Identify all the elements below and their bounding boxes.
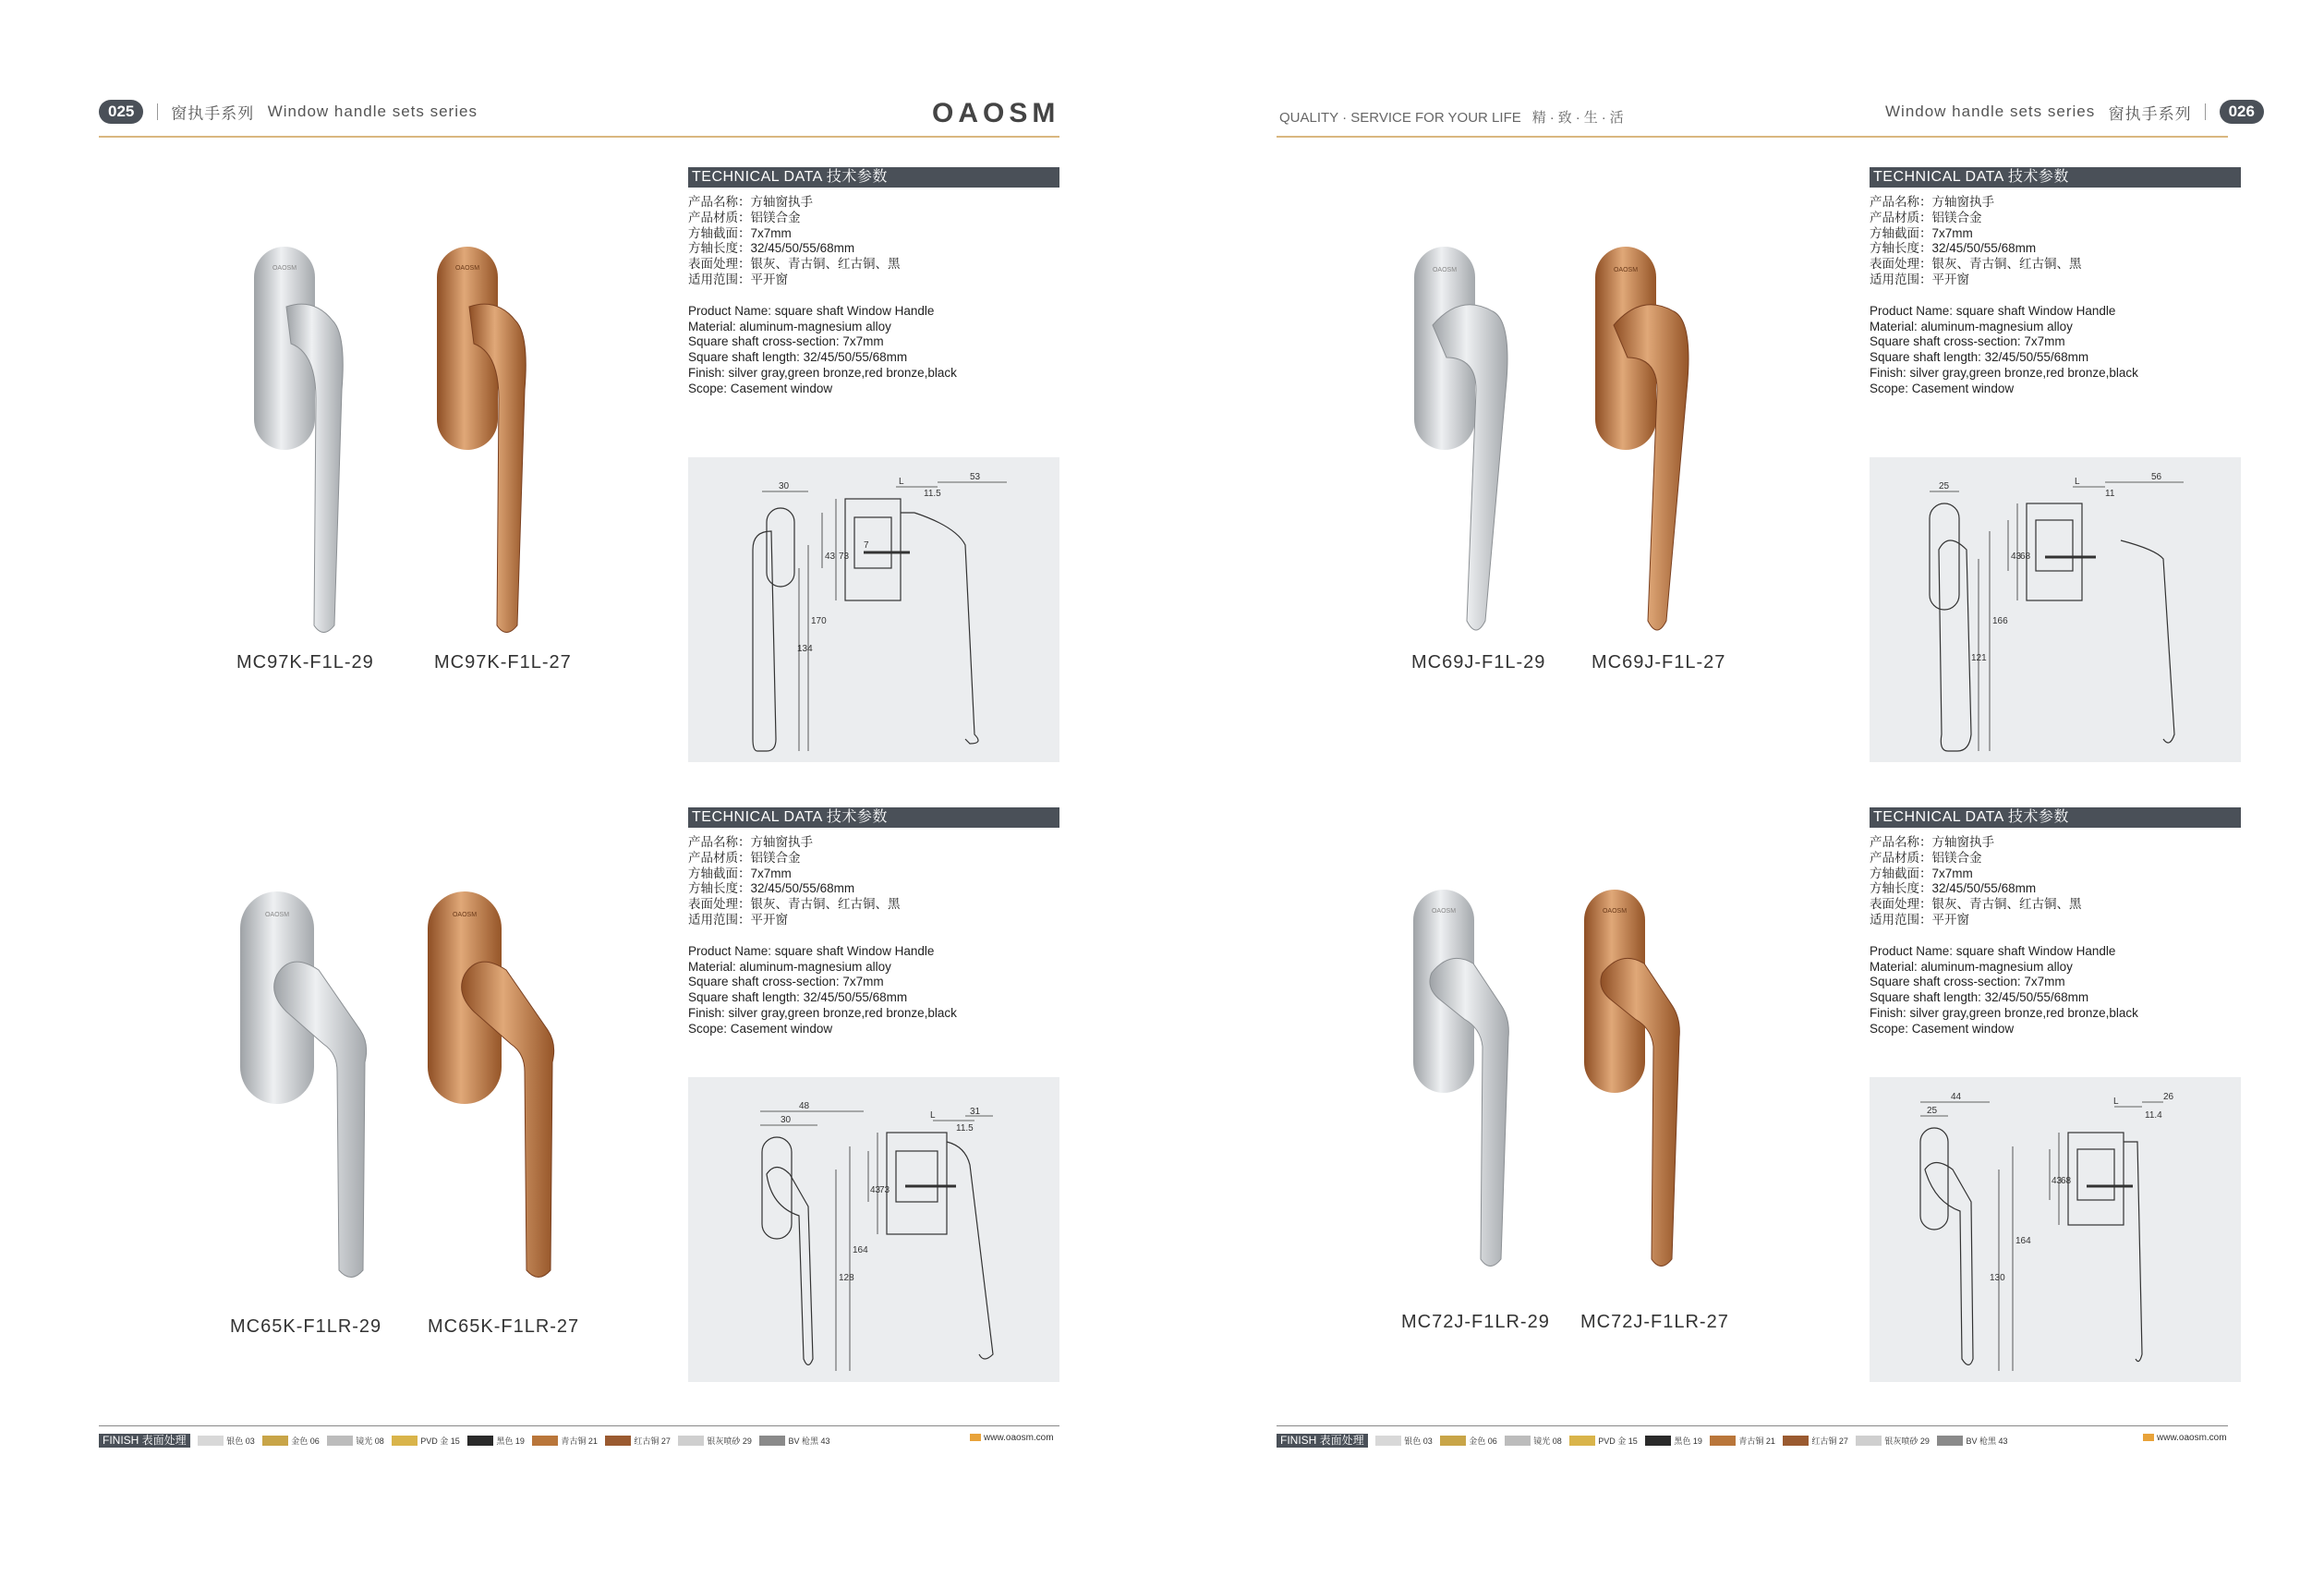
technical-data-block [1870,167,2241,397]
dimension-drawing [688,457,1059,762]
dim-label: 68 [2061,1176,2072,1186]
swatch-label: 银灰喷砂 29 [707,1436,752,1446]
spec-line: Square shaft cross-section: 7x7mm [1870,334,2065,349]
tech-title: TECHNICAL DATA 技术参数 [1870,807,2241,828]
svg-text:OAOSM: OAOSM [452,912,478,918]
spec-line: 产品材质：铝镁合金 [688,210,801,224]
dimension-drawing [1870,1077,2241,1382]
dim-label: 134 [797,644,813,654]
dim-label: 164 [853,1245,868,1255]
technical-data-block [688,807,1059,1037]
dim-label: 44 [1951,1092,1962,1102]
finish-swatch [262,1435,320,1447]
dim-label: 25 [1939,481,1950,491]
finish-swatch [1856,1435,1930,1447]
swatch-label: 金色 06 [291,1436,320,1446]
spec-line: 产品材质：铝镁合金 [1870,210,1982,224]
dim-label: 11 [2105,489,2115,499]
finish-swatch [678,1435,752,1447]
model-label-silver: MC97K-F1L-29 [236,652,374,673]
swatch-label: 青古铜 21 [1738,1436,1775,1446]
spec-line: Scope: Casement window [1870,381,2015,395]
tech-title: TECHNICAL DATA 技术参数 [688,167,1059,188]
spec-line: 适用范围：平开窗 [688,912,788,927]
handle-image-silver [236,887,374,1284]
spec-line: 方轴截面：7x7mm [688,225,792,240]
dim-label: 26 [2163,1092,2174,1102]
page-number: 026 [2220,100,2264,124]
dim-label: 30 [779,481,790,491]
footer-rule [99,1425,1059,1426]
spec-line: Square shaft length: 32/45/50/55/68mm [1870,990,2089,1005]
spec-line: Square shaft cross-section: 7x7mm [1870,975,2065,989]
dim-label: 11.5 [924,489,941,499]
handle-image-silver [249,242,351,639]
swatch-label: BV 枪黑 43 [1966,1436,2008,1446]
swatch-label: PVD 金 15 [1598,1436,1638,1446]
web-icon [970,1434,981,1441]
dim-label: 11.5 [956,1123,974,1133]
website-link[interactable] [970,1433,1054,1443]
spec-line: 适用范围：平开窗 [1870,912,1969,927]
swatch-label: BV 枪黑 43 [788,1436,830,1446]
spec-line: 方轴长度：32/45/50/55/68mm [1870,241,2037,256]
model-label-bronze: MC65K-F1LR-27 [428,1316,580,1337]
tech-title: TECHNICAL DATA 技术参数 [1870,167,2241,188]
tagline [1279,107,1628,127]
dim-label: 11.4 [2145,1110,2162,1121]
finish-swatch [605,1435,671,1447]
finish-swatch [1569,1435,1638,1447]
swatch-label: 青古铜 21 [561,1436,598,1446]
left-header [99,100,478,127]
spec-line: Scope: Casement window [688,381,833,395]
dimension-drawing [688,1077,1059,1382]
swatch-label: PVD 金 15 [420,1436,460,1446]
finish-swatch [392,1435,460,1447]
spec-line: 产品材质：铝镁合金 [1870,850,1982,865]
swatch-label: 银色 03 [226,1436,255,1446]
dim-label: 128 [839,1273,854,1283]
finish-swatch [759,1435,829,1447]
finish-swatch [467,1435,525,1447]
model-label-silver: MC69J-F1L-29 [1411,652,1546,673]
spec-line: 产品名称：方轴窗执手 [1870,195,1994,209]
tagline-en: QUALITY · SERVICE FOR YOUR LIFE [1279,110,1521,126]
header-rule [99,136,1059,138]
dim-label: 130 [1990,1273,2005,1283]
series-title-cn: 窗执手系列 [171,104,255,123]
spec-line: Product Name: square shaft Window Handle [1870,303,2116,318]
website-text: www.oaosm.com [984,1433,1054,1443]
dim-label: L [899,477,904,487]
series-title-cn: 窗执手系列 [2108,104,2192,123]
dim-label: 43 [2052,1176,2063,1186]
spec-line: 产品名称：方轴窗执手 [1870,835,1994,849]
spec-line: Product Name: square shaft Window Handle [688,943,935,958]
dim-label: 30 [781,1115,792,1125]
dim-label: L [2075,477,2080,487]
handle-image-bronze [1591,242,1701,639]
spec-line: 产品材质：铝镁合金 [688,850,801,865]
spec-line: Square shaft cross-section: 7x7mm [688,975,884,989]
spec-line: 方轴截面：7x7mm [1870,225,1973,240]
swatch-label: 金色 06 [1469,1436,1497,1446]
spec-line: Scope: Casement window [688,1021,833,1036]
swatch-label: 镜光 08 [1533,1436,1562,1446]
svg-text:OAOSM: OAOSM [1432,267,1458,273]
spec-line: 方轴截面：7x7mm [688,866,792,880]
spec-line: Product Name: square shaft Window Handle [1870,943,2116,958]
swatch-label: 红古铜 27 [1811,1436,1848,1446]
spec-line: Finish: silver gray,green bronze,red bronze,black [1870,365,2138,380]
handle-image-bronze [432,242,534,639]
svg-text:OAOSM: OAOSM [1613,267,1639,273]
finish-swatch [1645,1435,1702,1447]
handle-image-silver [1409,885,1519,1273]
finish-swatch [1375,1435,1433,1447]
dim-label: 164 [2015,1236,2031,1246]
dim-label: 68 [2020,552,2031,562]
spec-en [1870,304,2241,397]
svg-text:OAOSM: OAOSM [1431,908,1457,915]
swatch-label: 银灰喷砂 29 [1884,1436,1930,1446]
dim-label: 43 [2011,552,2022,562]
spec-line: Scope: Casement window [1870,1021,2015,1036]
dim-label: 56 [2151,472,2162,482]
technical-drawing [688,457,1059,762]
swatch-label: 黑色 19 [1674,1436,1702,1446]
series-title-en: Window handle sets series [1885,103,2096,120]
header-rule [1277,136,2228,138]
web-icon [2143,1434,2154,1441]
spec-line: Material: aluminum-magnesium alloy [688,319,891,333]
swatch-label: 黑色 19 [496,1436,525,1446]
model-label-silver: MC65K-F1LR-29 [230,1316,382,1337]
spec-line: 表面处理：银灰、青古铜、红古铜、黑 [1870,897,2082,912]
tech-title: TECHNICAL DATA 技术参数 [688,807,1059,828]
brand-logo: OAOSM [932,98,1060,128]
technical-drawing [1870,1077,2241,1382]
page-number: 025 [99,100,143,124]
spec-line: 适用范围：平开窗 [688,272,788,286]
dim-label: 43 [870,1185,881,1195]
technical-drawing [1870,457,2241,762]
divider [157,103,158,120]
finish-legend [99,1434,829,1449]
spec-line: Finish: silver gray,green bronze,red bronze,black [1870,1005,2138,1020]
dim-label: 170 [811,616,827,626]
spec-line: 方轴长度：32/45/50/55/68mm [688,241,855,256]
spec-line: 表面处理：银灰、青古铜、红古铜、黑 [688,897,901,912]
finish-swatch [1505,1435,1562,1447]
model-label-silver: MC72J-F1LR-29 [1401,1312,1550,1332]
spec-line: Material: aluminum-magnesium alloy [1870,319,2073,333]
dim-label: 53 [970,472,981,482]
spec-line: Material: aluminum-magnesium alloy [688,959,891,974]
swatch-label: 镜光 08 [356,1436,384,1446]
dim-label: 73 [839,552,850,562]
handle-image-bronze [423,887,562,1284]
handle-image-silver [1410,242,1520,639]
spec-line: Finish: silver gray,green bronze,red bronze,black [688,365,957,380]
spec-line: Material: aluminum-magnesium alloy [1870,959,2073,974]
dim-label: 7 [864,540,869,551]
dim-label: 25 [1927,1106,1938,1116]
finish-legend [1277,1434,2007,1449]
spec-line: Square shaft length: 32/45/50/55/68mm [1870,350,2089,365]
model-label-bronze: MC97K-F1L-27 [434,652,572,673]
spec-cn [688,835,1059,928]
technical-drawing [688,1077,1059,1382]
svg-text:OAOSM: OAOSM [264,912,290,918]
website-link[interactable] [2143,1433,2227,1443]
spec-en [688,944,1059,1037]
dim-label: L [930,1110,936,1121]
spec-line: Square shaft length: 32/45/50/55/68mm [688,990,908,1005]
svg-text:OAOSM: OAOSM [1602,908,1628,915]
spec-line: Finish: silver gray,green bronze,red bronze,black [688,1005,957,1020]
finish-swatch [1783,1435,1848,1447]
right-header [1885,100,2264,127]
technical-data-block [1870,807,2241,1037]
finish-label: FINISH 表面处理 [1277,1434,1368,1448]
spec-line: 方轴截面：7x7mm [1870,866,1973,880]
handle-image-bronze [1580,885,1690,1273]
dim-label: 73 [879,1185,890,1195]
finish-swatch [1710,1435,1775,1447]
technical-data-block [688,167,1059,397]
spec-cn [1870,195,2241,288]
swatch-label: 红古铜 27 [634,1436,671,1446]
dim-label: 43 [825,552,836,562]
spec-en [1870,944,2241,1037]
model-label-bronze: MC69J-F1L-27 [1592,652,1726,673]
swatch-label: 银色 03 [1404,1436,1433,1446]
divider [2205,103,2206,120]
finish-swatch [327,1435,384,1447]
series-title-en: Window handle sets series [267,103,478,120]
website-text: www.oaosm.com [2157,1433,2227,1443]
finish-swatch [198,1435,255,1447]
finish-swatch [532,1435,598,1447]
svg-text:OAOSM: OAOSM [272,265,297,272]
spec-line: 表面处理：银灰、青古铜、红古铜、黑 [1870,257,2082,272]
spec-line: Square shaft length: 32/45/50/55/68mm [688,350,908,365]
finish-label: FINISH 表面处理 [99,1434,190,1448]
spec-cn [1870,835,2241,928]
finish-swatch [1937,1435,2007,1447]
finish-swatch [1440,1435,1497,1447]
spec-line: 方轴长度：32/45/50/55/68mm [1870,881,2037,896]
dimension-drawing [1870,457,2241,762]
spec-line: 产品名称：方轴窗执手 [688,835,813,849]
right-page [1162,0,2324,1588]
spec-line: 表面处理：银灰、青古铜、红古铜、黑 [688,257,901,272]
dim-label: 121 [1971,653,1987,663]
spec-line: 方轴长度：32/45/50/55/68mm [688,881,855,896]
dim-label: 31 [970,1107,981,1117]
model-label-bronze: MC72J-F1LR-27 [1580,1312,1729,1332]
dim-label: L [2113,1097,2119,1107]
spec-en [688,304,1059,397]
tagline-cn: 精·致·生·活 [1531,110,1628,126]
spec-cn [688,195,1059,288]
footer-rule [1277,1425,2228,1426]
spec-line: Product Name: square shaft Window Handle [688,303,935,318]
dim-label: 166 [1992,616,2008,626]
spec-line: Square shaft cross-section: 7x7mm [688,334,884,349]
spec-line: 产品名称：方轴窗执手 [688,195,813,209]
spec-line: 适用范围：平开窗 [1870,272,1969,286]
svg-text:OAOSM: OAOSM [454,265,480,272]
dim-label: 48 [799,1101,810,1111]
